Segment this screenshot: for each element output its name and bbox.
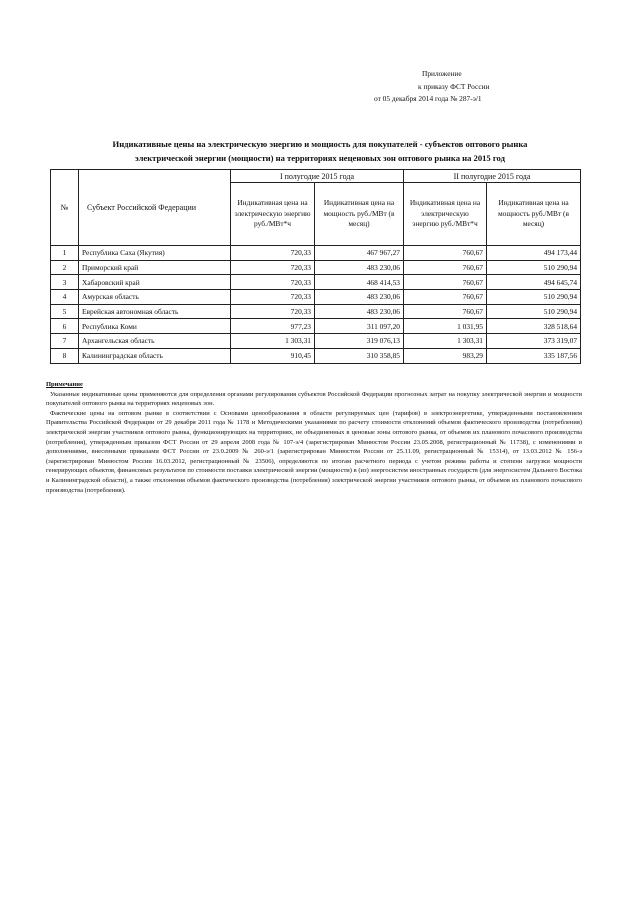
row-energy-price-1: 720,33	[231, 304, 315, 319]
row-capacity-price-2: 510 290,94	[487, 290, 581, 305]
note-paragraph-1: Указанные индикативные цены применяются для определения органами регулирования субъектов Российской Федерации прогнозных затрат на покупку электрической энергии и мощности покупателей оптового рынка на территориях неценовых зон.	[46, 390, 582, 408]
row-capacity-price-1: 310 358,85	[315, 348, 404, 363]
row-capacity-price-2: 328 518,64	[487, 319, 581, 334]
row-subject: Хабаровский край	[79, 275, 231, 290]
row-number: 3	[51, 275, 79, 290]
row-capacity-price-2: 494 173,44	[487, 246, 581, 261]
row-capacity-price-2: 494 645,74	[487, 275, 581, 290]
row-subject: Республика Саха (Якутия)	[79, 246, 231, 261]
row-energy-price-2: 1 303,31	[404, 334, 487, 349]
row-energy-price-2: 1 031,95	[404, 319, 487, 334]
table-row	[51, 275, 581, 290]
price-table	[50, 169, 581, 364]
row-energy-price-1: 720,33	[231, 290, 315, 305]
document-title	[40, 138, 600, 165]
row-capacity-price-1: 483 230,06	[315, 304, 404, 319]
row-energy-price-1: 1 303,31	[231, 334, 315, 349]
header-capacity-price-1: Индикативная цена на мощность руб./МВт (в месяц)	[315, 183, 404, 246]
table-row	[51, 334, 581, 349]
row-capacity-price-2: 335 187,56	[487, 348, 581, 363]
row-number: 2	[51, 260, 79, 275]
row-energy-price-1: 720,33	[231, 275, 315, 290]
table-row	[51, 304, 581, 319]
appendix-line-1: Приложение	[422, 69, 462, 78]
row-capacity-price-1: 311 097,20	[315, 319, 404, 334]
row-energy-price-1: 977,23	[231, 319, 315, 334]
row-subject: Амурская область	[79, 290, 231, 305]
header-energy-price-1: Индикативная цена на электрическую энергию руб./МВт*ч	[231, 183, 315, 246]
table-row	[51, 246, 581, 261]
row-capacity-price-1: 468 414,53	[315, 275, 404, 290]
row-energy-price-2: 983,29	[404, 348, 487, 363]
row-capacity-price-1: 483 230,06	[315, 290, 404, 305]
table-row	[51, 260, 581, 275]
row-capacity-price-1: 467 967,27	[315, 246, 404, 261]
header-period-2: II полугодие 2015 года	[404, 170, 581, 183]
row-energy-price-1: 720,33	[231, 260, 315, 275]
appendix-line-3: от 05 декабря 2014 года № 287-э/1	[374, 94, 482, 103]
appendix-header	[372, 68, 612, 106]
header-number: №	[51, 170, 79, 246]
row-number: 8	[51, 348, 79, 363]
title-line-2: электрической энергии (мощности) на территориях неценовых зон оптового рынка на 2015 год	[135, 152, 505, 163]
row-subject: Приморский край	[79, 260, 231, 275]
note-paragraph-2: Фактические цены на оптовом рынке в соответствии с Основами ценообразования в области регулируемых цен (тарифов) в электроэнергетике, утвержденными постановлением Правительства Российской Федерации от 29 декабря 2011 года № 1178 и Методическими указаниями по расчету стоимости отклонений объемов фактического производства (потребления) электрической энергии участников оптового рынка, функционирующих на территориях, не объединенных в ценовые зоны оптового рынка, от объемов их планового почасового производства (потребления), утвержденным приказом ФСТ России от 29 апреля 2008 года № 107-э/4 (зарегистрирован Минюстом России 23.05.2008, регистрационный № 11738), с изменениями и дополнениями, внесенными приказами ФСТ России от 23.0.2009 № 260-э/1 (зарегистрирован Минюстом России от 25.11.09, регистрационный № 15314), от 13.03.2012 № 156-э (зарегистрирован Минюстом России 16.03.2012, регистрационный № 23506), определяются по итогам расчетного периода с учетом режима работы и степени загрузки мощности генерирующих объектов, финансовых результатов по стоимости поставки электрической энергии (мощности) в (из) энергосистем иностранных государств (для энергосистем Дальнего Востока и Калининградской области), а также отклонения объемов фактического производства (потребления) электрической энергии участников оптового рынка, от объемов их планового почасового производства (потребления).	[46, 409, 582, 494]
row-capacity-price-2: 510 290,94	[487, 304, 581, 319]
table-row	[51, 319, 581, 334]
row-energy-price-2: 760,67	[404, 290, 487, 305]
row-energy-price-1: 910,45	[231, 348, 315, 363]
note-heading: Примечание	[46, 381, 83, 388]
row-number: 5	[51, 304, 79, 319]
row-subject: Еврейская автономная область	[79, 304, 231, 319]
row-energy-price-2: 760,67	[404, 246, 487, 261]
note-section	[46, 380, 582, 495]
header-energy-price-2: Индикативная цена на электрическую энергию руб./МВт*ч	[404, 183, 487, 246]
title-line-1: Индикативные цены на электрическую энергию и мощность для покупателей - субъектов оптового рынка	[112, 139, 528, 149]
row-number: 1	[51, 246, 79, 261]
row-energy-price-2: 760,67	[404, 275, 487, 290]
row-energy-price-2: 760,67	[404, 260, 487, 275]
row-energy-price-1: 720,33	[231, 246, 315, 261]
header-capacity-price-2: Индикативная цена на мощность руб./МВт (в месяц)	[487, 183, 581, 246]
table-row	[51, 290, 581, 305]
row-number: 7	[51, 334, 79, 349]
row-subject: Республика Коми	[79, 319, 231, 334]
row-subject: Калининградская область	[79, 348, 231, 363]
header-subject: Субъект Российской Федерации	[79, 170, 231, 246]
header-period-1: I полугодие 2015 года	[231, 170, 404, 183]
row-capacity-price-2: 373 319,07	[487, 334, 581, 349]
table-row	[51, 348, 581, 363]
row-energy-price-2: 760,67	[404, 304, 487, 319]
appendix-line-2: к приказу ФСТ России	[418, 81, 490, 91]
row-number: 6	[51, 319, 79, 334]
row-subject: Архангельская область	[79, 334, 231, 349]
row-capacity-price-1: 319 076,13	[315, 334, 404, 349]
row-number: 4	[51, 290, 79, 305]
row-capacity-price-1: 483 230,06	[315, 260, 404, 275]
row-capacity-price-2: 510 290,94	[487, 260, 581, 275]
